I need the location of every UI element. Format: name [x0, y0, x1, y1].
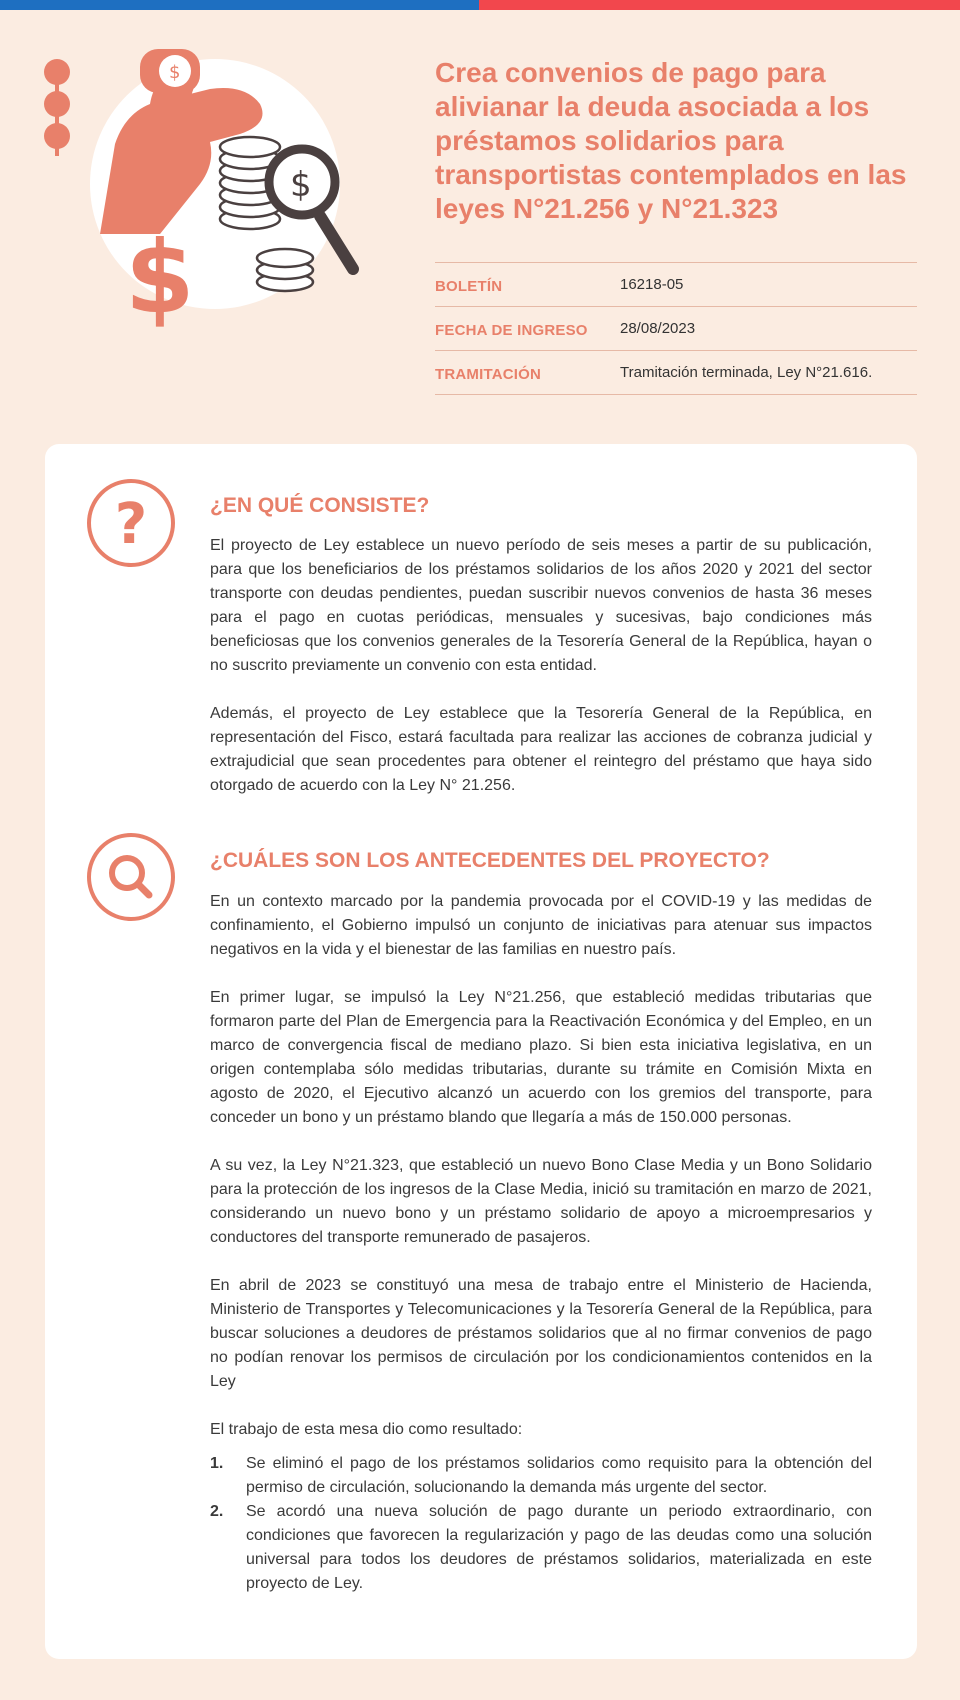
section-body-consiste	[210, 534, 872, 822]
list-text: Se eliminó el pago de los préstamos solidarios como requisito para la obtención del permiso de circulación, solucionando la demanda más urgente del sector.	[246, 1455, 872, 1496]
paragraph: A su vez, la Ley N°21.323, que estableció un nuevo Bono Clase Media y un Bono Solidario para la protección de los ingresos de la Clase Media, inició su tramitación en marzo de 2021, considerando un nuevo bono y un préstamo solidario de apoyo a microempresarios y conductores del transporte remunerado de pasajeros.	[210, 1157, 872, 1246]
meta-label: TRAMITACIÓN	[435, 366, 542, 383]
paragraph: En primer lugar, se impulsó la Ley N°21.256, que estableció medidas tributarias que formaron parte del Plan de Emergencia para la Reactivación Económica y del Empleo, en un marco de convergencia fiscal de mediano plazo. Si bien esta iniciativa legislativa, en un origen contemplaba sólo medidas tributarias, durante su trámite en Comisión Mixta en agosto de 2020, el Ejecutivo alcanzó un acuerdo con los gremios del transporte, para conceder un bono y un préstamo blando que llegaría a más de 150.000 personas.	[210, 989, 872, 1126]
beads-icon	[44, 59, 70, 156]
meta-row-tramitacion	[435, 350, 917, 395]
list-item	[210, 1500, 872, 1596]
meta-label: BOLETÍN	[435, 278, 503, 295]
bill-metadata	[435, 262, 917, 395]
section-title-consiste: ¿EN QUÉ CONSISTE?	[210, 494, 430, 517]
search-icon	[85, 831, 177, 923]
paragraph: Además, el proyecto de Ley establece que la Tesorería General de la República, en representación del Fisco, estará facultada para realizar las acciones de cobranza judicial y extrajudicial que sean procedentes para obtener el reintegro del préstamo que haya sido otorgado de acuerdo con la Ley N° 21.256.	[210, 705, 872, 794]
svg-text:$: $	[290, 165, 312, 205]
paragraph: En un contexto marcado por la pandemia provocada por el COVID-19 y las medidas de confinamiento, el Gobierno impulsó un conjunto de iniciativas para atenuar sus impactos negativos en la vida y el bienestar de las familias en nuestro país.	[210, 893, 872, 958]
meta-value: 28/08/2023	[620, 320, 696, 337]
meta-value: Tramitación terminada, Ley N°21.616.	[620, 364, 873, 381]
dollar-icon: $	[125, 219, 195, 336]
paragraph: El proyecto de Ley establece un nuevo período de seis meses a partir de su publicación, para que los beneficiarios de los préstamos solidarios de los años 2020 y 2021 del sector transporte con deudas pendientes, puedan suscribir nuevos convenios de hasta 36 meses para el pago en cuotas periódicas, mensuales y sucesivas, bajo condiciones más beneficiosas que los convenios generales de la Tesorería General de la República, hayan o no suscrito previamente un convenio con esta entidad.	[210, 537, 872, 674]
question-icon	[85, 477, 177, 569]
list-item	[210, 1452, 872, 1500]
content-card	[45, 444, 917, 1659]
flag-bar-red	[479, 0, 960, 10]
coin-pair-icon	[257, 249, 313, 291]
results-list	[210, 1452, 872, 1596]
flag-color-bar	[0, 0, 960, 10]
meta-label: FECHA DE INGRESO	[435, 322, 588, 339]
section-body-antecedentes	[210, 890, 872, 1596]
paragraph: El trabajo de esta mesa dio como resultado:	[210, 1421, 523, 1438]
bill-title: Crea convenios de pago para alivianar la deuda asociada a los préstamos solidarios para transportistas contemplados en las leyes N°21.256 y N°21.323	[435, 57, 907, 224]
list-text: Se acordó una nueva solución de pago durante un periodo extraordinario, con condiciones que favorecen la regularización y pago de las deudas como una solución universal para todos los deudores de préstamos solidarios, materializada en este proyecto de Ley.	[246, 1503, 872, 1592]
list-number: 1.	[210, 1455, 224, 1472]
meta-row-fecha	[435, 306, 917, 350]
meta-value: 16218-05	[620, 276, 684, 293]
paragraph: En abril de 2023 se constituyó una mesa de trabajo entre el Ministerio de Hacienda, Ministerio de Transportes y Telecomunicaciones y la Tesorería General de la República, para buscar soluciones a deudores de préstamos solidarios que al no firmar convenios de pago no podían renovar los permisos de circulación por los condicionamientos contenidos en la Ley	[210, 1277, 872, 1390]
section-title-antecedentes: ¿CUÁLES SON LOS ANTECEDENTES DEL PROYECTO?	[210, 849, 770, 872]
svg-text:?: ?	[114, 492, 148, 557]
svg-text:$: $	[169, 62, 181, 83]
list-number: 2.	[210, 1503, 224, 1520]
flag-bar-blue	[0, 0, 479, 10]
loan-coins-illustration	[40, 44, 370, 344]
meta-row-boletin	[435, 262, 917, 306]
